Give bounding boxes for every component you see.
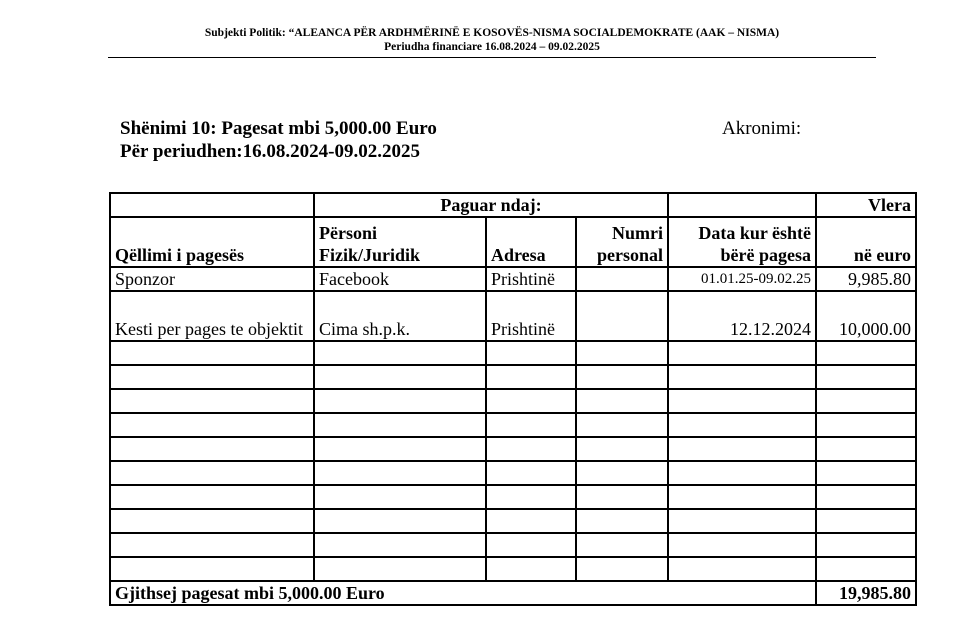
empty-cell [110,365,314,389]
empty-cell [110,533,314,557]
empty-row [110,461,916,485]
note-title-block [120,117,437,163]
note-title: Shënimi 10: Pagesat mbi 5,000.00 Euro [120,118,437,139]
note-period: Për periudhen:16.08.2024-09.02.2025 [120,141,420,162]
empty-row [110,533,916,557]
empty-cell [816,389,916,413]
empty-cell [816,413,916,437]
address-cell: Prishtinë [486,267,576,291]
empty-cell [668,533,816,557]
empty-cell [576,485,668,509]
empty-cell [110,461,314,485]
empty-cell [110,509,314,533]
empty-row [110,485,916,509]
empty-cell [576,389,668,413]
person-cell: Facebook [314,267,486,291]
empty-cell [816,509,916,533]
empty-cell [668,341,816,365]
personal-number-header-line2: personal [596,245,663,265]
empty-cell [576,461,668,485]
empty-cell [668,389,816,413]
empty-cell [668,413,816,437]
empty-cell [486,533,576,557]
empty-cell [668,509,816,533]
empty-cell [110,485,314,509]
empty-cell [314,437,486,461]
empty-row [110,365,916,389]
empty-cell [314,341,486,365]
empty-cell [486,365,576,389]
personal-number-cell [576,267,668,291]
empty-cell [110,557,314,581]
total-row [110,581,916,605]
empty-cell [486,413,576,437]
empty-cell [486,389,576,413]
empty-cell [576,557,668,581]
person-cell: Cima sh.p.k. [314,291,486,341]
person-header [314,217,486,267]
empty-cell [668,485,816,509]
empty-cell [576,533,668,557]
payment-date-header-line1: Data kur është [698,223,811,243]
empty-cell [110,437,314,461]
empty-cell [816,341,916,365]
empty-cell [668,461,816,485]
header-financial-period: Periudha financiare 16.08.2024 – 09.02.2025 [384,41,600,53]
table-header-row-1 [110,193,916,217]
empty-cell [816,365,916,389]
empty-cell [576,413,668,437]
document-header [108,26,876,54]
total-value: 19,985.80 [816,581,916,605]
value-cell: 10,000.00 [816,291,916,341]
paid-to-header: Paguar ndaj: [314,193,668,217]
empty-cell [668,365,816,389]
empty-row [110,437,916,461]
payment-date-header [668,217,816,267]
empty-cell [576,509,668,533]
empty-cell [110,341,314,365]
table-row [110,291,916,341]
empty-cell [816,437,916,461]
empty-cell [314,509,486,533]
personal-number-header-line1: Numri [612,223,663,243]
empty-cell [314,557,486,581]
address-header: Adresa [486,217,576,267]
empty-cell [576,341,668,365]
empty-cell [816,533,916,557]
empty-cell [486,557,576,581]
personal-number-cell [576,291,668,341]
empty-cell [314,533,486,557]
empty-cell [576,437,668,461]
empty-cell [486,509,576,533]
empty-cell [816,461,916,485]
empty-cell [110,413,314,437]
empty-cell [668,437,816,461]
value-header-top: Vlera [816,193,916,217]
empty-cell [314,413,486,437]
empty-cell [816,557,916,581]
header-political-subject: Subjekti Politik: “ALEANCA PËR ARDHMËRINË E KOSOVËS-NISMA SOCIALDEMOKRATE (AAK – NISMA) [204,27,780,39]
empty-cell [314,485,486,509]
purpose-cell: Sponzor [110,267,314,291]
empty-cell [314,461,486,485]
person-header-line2: Fizik/Juridik [319,245,421,265]
header-divider [108,57,876,58]
empty-cell [486,437,576,461]
table-header-row-2 [110,217,916,267]
empty-row [110,509,916,533]
empty-cell [486,461,576,485]
empty-cell [314,365,486,389]
payment-date-cell: 01.01.25-09.02.25 [668,267,816,291]
empty-cell [486,485,576,509]
empty-cell [486,341,576,365]
total-label: Gjithsej pagesat mbi 5,000.00 Euro [110,581,816,605]
purpose-header: Qëllimi i pagesës [110,217,314,267]
personal-number-header [576,217,668,267]
empty-cell [668,557,816,581]
table-row [110,267,916,291]
purpose-cell: Kesti per pages te objektit [110,291,314,341]
empty-cell [110,389,314,413]
person-header-line1: Përsoni [319,223,377,243]
empty-cell [314,389,486,413]
empty-cell [816,485,916,509]
empty-row [110,341,916,365]
payments-table [109,192,917,606]
value-cell: 9,985.80 [816,267,916,291]
header-cell-empty [668,193,816,217]
empty-cell [576,365,668,389]
payment-date-header-line2: bërë pagesa [720,245,811,265]
acronym-label: Akronimi: [722,118,802,139]
header-cell-empty [110,193,314,217]
address-cell: Prishtinë [486,291,576,341]
payment-date-cell: 12.12.2024 [668,291,816,341]
empty-row [110,389,916,413]
value-header-bottom: në euro [816,217,916,267]
empty-row [110,557,916,581]
empty-row [110,413,916,437]
